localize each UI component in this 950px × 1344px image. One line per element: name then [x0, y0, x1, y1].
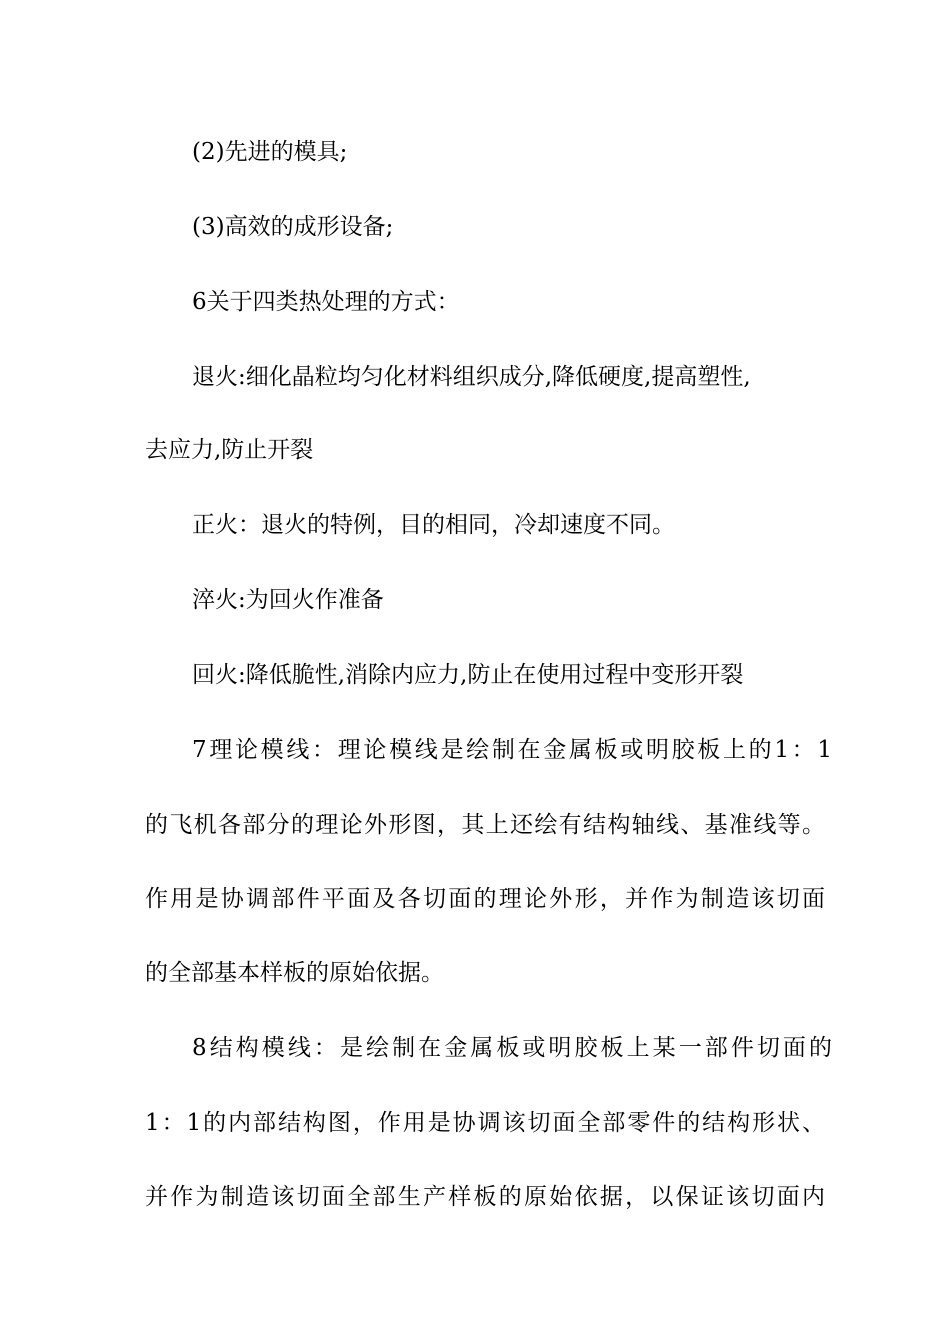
- text-line-12: 的全部基本样板的原始依据。: [145, 960, 444, 986]
- text-line-6: 正火：退火的特例，目的相同，冷却速度不同。: [192, 512, 675, 538]
- text-line-7: 淬火:为回火作准备: [192, 587, 384, 613]
- text-line-3: 6关于四类热处理的方式：: [192, 289, 460, 315]
- text-line-2: (3)高效的成形设备;: [192, 214, 394, 240]
- text-line-9: 7理论模线：理论模线是绘制在金属板或明胶板上的1：1: [192, 737, 832, 763]
- text-line-10: 的飞机各部分的理论外形图，其上还绘有结构轴线、基准线等。: [145, 812, 825, 838]
- text-line-4: 退火:细化晶粒均匀化材料组织成分,降低硬度,提高塑性,: [192, 364, 751, 390]
- text-line-14: 1：1的内部结构图，作用是协调该切面全部零件的结构形状、: [145, 1110, 825, 1136]
- text-line-11: 作用是协调部件平面及各切面的理论外形，并作为制造该切面: [145, 886, 825, 912]
- text-line-5: 去应力,防止开裂: [145, 437, 314, 463]
- text-line-15: 并作为制造该切面全部生产样板的原始依据，以保证该切面内: [145, 1184, 825, 1210]
- text-line-8: 回火:降低脆性,消除内应力,防止在使用过程中变形开裂: [192, 662, 744, 688]
- text-line-1: (2)先进的模具;: [192, 139, 348, 165]
- text-line-13: 8结构模线：是绘制在金属板或明胶板上某一部件切面的: [192, 1035, 832, 1061]
